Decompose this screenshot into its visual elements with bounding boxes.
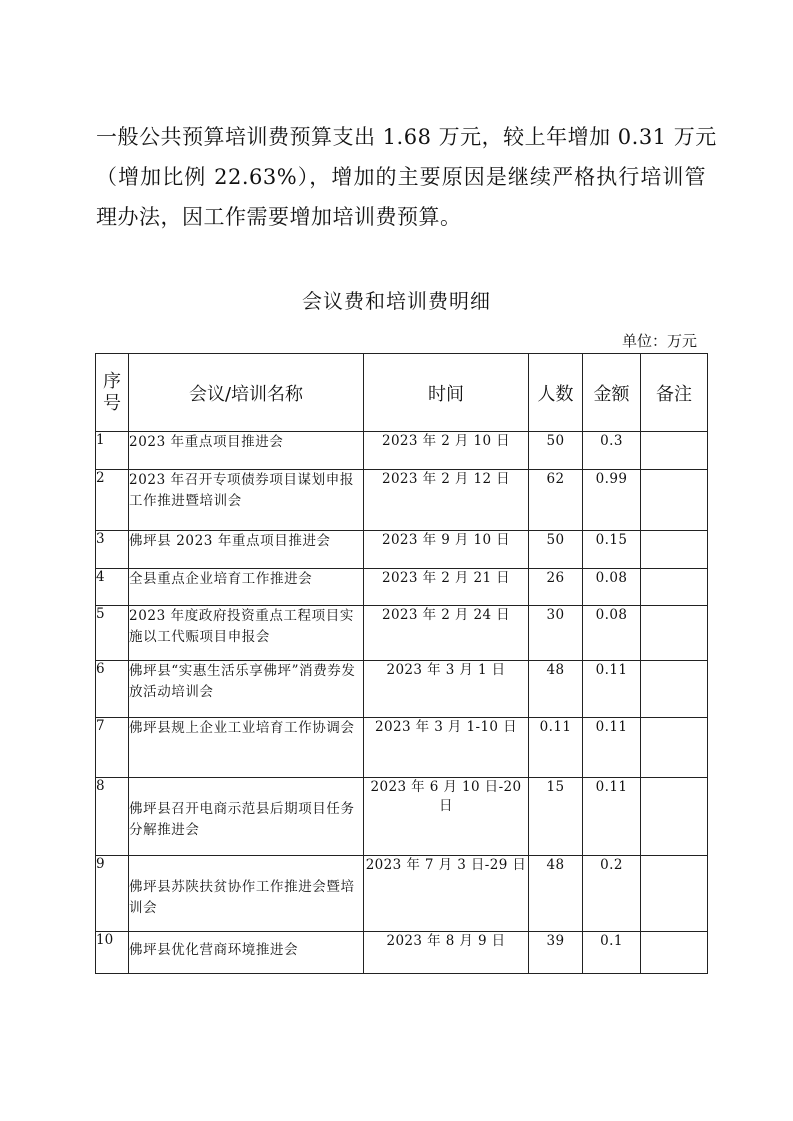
cell-amount: 0.11 xyxy=(583,661,641,718)
cell-people: 48 xyxy=(529,856,583,932)
meeting-training-table xyxy=(95,353,708,974)
cell-time: 2023 年 3 月 1-10 日 xyxy=(364,718,529,778)
cell-no: 7 xyxy=(96,718,129,778)
header-people: 人数 xyxy=(529,354,583,432)
cell-remark xyxy=(641,718,708,778)
header-no-bottom: 号 xyxy=(103,392,121,414)
intro-line-3: 理办法，因工作需要增加培训费预算。 xyxy=(96,205,462,229)
table-row xyxy=(96,569,708,606)
cell-amount: 0.11 xyxy=(583,778,641,856)
header-no-top: 序 xyxy=(103,370,121,392)
cell-people: 50 xyxy=(529,432,583,470)
cell-people: 39 xyxy=(529,932,583,974)
cell-people: 48 xyxy=(529,661,583,718)
cell-remark xyxy=(641,432,708,470)
intro-line-1: 一般公共预算培训费预算支出 1.68 万元，较上年增加 0.31 万元 xyxy=(96,125,717,149)
table-row xyxy=(96,432,708,470)
cell-name: 佛坪县召开电商示范县后期项目任务分解推进会 xyxy=(129,778,364,856)
cell-amount: 0.08 xyxy=(583,569,641,606)
table-row xyxy=(96,470,708,531)
cell-amount: 0.3 xyxy=(583,432,641,470)
cell-people: 62 xyxy=(529,470,583,531)
cell-people: 0.11 xyxy=(529,718,583,778)
cell-no: 5 xyxy=(96,606,129,661)
cell-no: 9 xyxy=(96,856,129,932)
table-row xyxy=(96,778,708,856)
cell-time: 2023 年 2 月 24 日 xyxy=(364,606,529,661)
cell-name: 佛坪县 2023 年重点项目推进会 xyxy=(129,531,364,569)
table-row xyxy=(96,661,708,718)
cell-amount: 0.99 xyxy=(583,470,641,531)
cell-name: 2023 年重点项目推进会 xyxy=(129,432,364,470)
cell-people: 15 xyxy=(529,778,583,856)
cell-time: 2023 年 7 月 3 日-29 日 xyxy=(364,856,529,932)
cell-no: 10 xyxy=(96,932,129,974)
cell-no: 6 xyxy=(96,661,129,718)
cell-name: 佛坪县“实惠生活乐享佛坪”消费券发放活动培训会 xyxy=(129,661,364,718)
header-amount: 金额 xyxy=(583,354,641,432)
cell-remark xyxy=(641,932,708,974)
cell-remark xyxy=(641,531,708,569)
table-row xyxy=(96,606,708,661)
cell-amount: 0.08 xyxy=(583,606,641,661)
table-title: 会议费和培训费明细 xyxy=(302,289,491,313)
cell-remark xyxy=(641,569,708,606)
cell-name: 2023 年召开专项债券项目谋划申报工作推进暨培训会 xyxy=(129,470,364,531)
table-row xyxy=(96,856,708,932)
cell-no: 4 xyxy=(96,569,129,606)
cell-time: 2023 年 6 月 10 日-20 日 xyxy=(364,778,529,856)
cell-name: 佛坪县苏陕扶贫协作工作推进会暨培训会 xyxy=(129,856,364,932)
cell-amount: 0.1 xyxy=(583,932,641,974)
cell-time: 2023 年 3 月 1 日 xyxy=(364,661,529,718)
header-name: 会议/培训名称 xyxy=(129,354,364,432)
cell-time: 2023 年 2 月 10 日 xyxy=(364,432,529,470)
table-row xyxy=(96,932,708,974)
intro-paragraph xyxy=(96,117,717,237)
cell-remark xyxy=(641,778,708,856)
cell-remark xyxy=(641,661,708,718)
cell-name: 2023 年度政府投资重点工程项目实施以工代赈项目申报会 xyxy=(129,606,364,661)
cell-amount: 0.2 xyxy=(583,856,641,932)
cell-amount: 0.15 xyxy=(583,531,641,569)
unit-label: 单位：万元 xyxy=(621,332,697,350)
header-remark: 备注 xyxy=(641,354,708,432)
cell-time: 2023 年 2 月 12 日 xyxy=(364,470,529,531)
cell-no: 2 xyxy=(96,470,129,531)
cell-remark xyxy=(641,856,708,932)
table-header-row xyxy=(96,354,708,432)
cell-people: 26 xyxy=(529,569,583,606)
intro-line-2: （增加比例 22.63%），增加的主要原因是继续严格执行培训管 xyxy=(96,165,706,189)
cell-remark xyxy=(641,470,708,531)
cell-name: 佛坪县优化营商环境推进会 xyxy=(129,932,364,974)
cell-no: 1 xyxy=(96,432,129,470)
cell-remark xyxy=(641,606,708,661)
cell-people: 30 xyxy=(529,606,583,661)
cell-time: 2023 年 9 月 10 日 xyxy=(364,531,529,569)
header-no xyxy=(96,354,129,432)
cell-no: 3 xyxy=(96,531,129,569)
cell-people: 50 xyxy=(529,531,583,569)
cell-amount: 0.11 xyxy=(583,718,641,778)
cell-name: 佛坪县规上企业工业培育工作协调会 xyxy=(129,718,364,778)
cell-name: 全县重点企业培育工作推进会 xyxy=(129,569,364,606)
cell-time: 2023 年 2 月 21 日 xyxy=(364,569,529,606)
cell-time: 2023 年 8 月 9 日 xyxy=(364,932,529,974)
cell-no: 8 xyxy=(96,778,129,856)
header-time: 时间 xyxy=(364,354,529,432)
table-row xyxy=(96,718,708,778)
table-row xyxy=(96,531,708,569)
